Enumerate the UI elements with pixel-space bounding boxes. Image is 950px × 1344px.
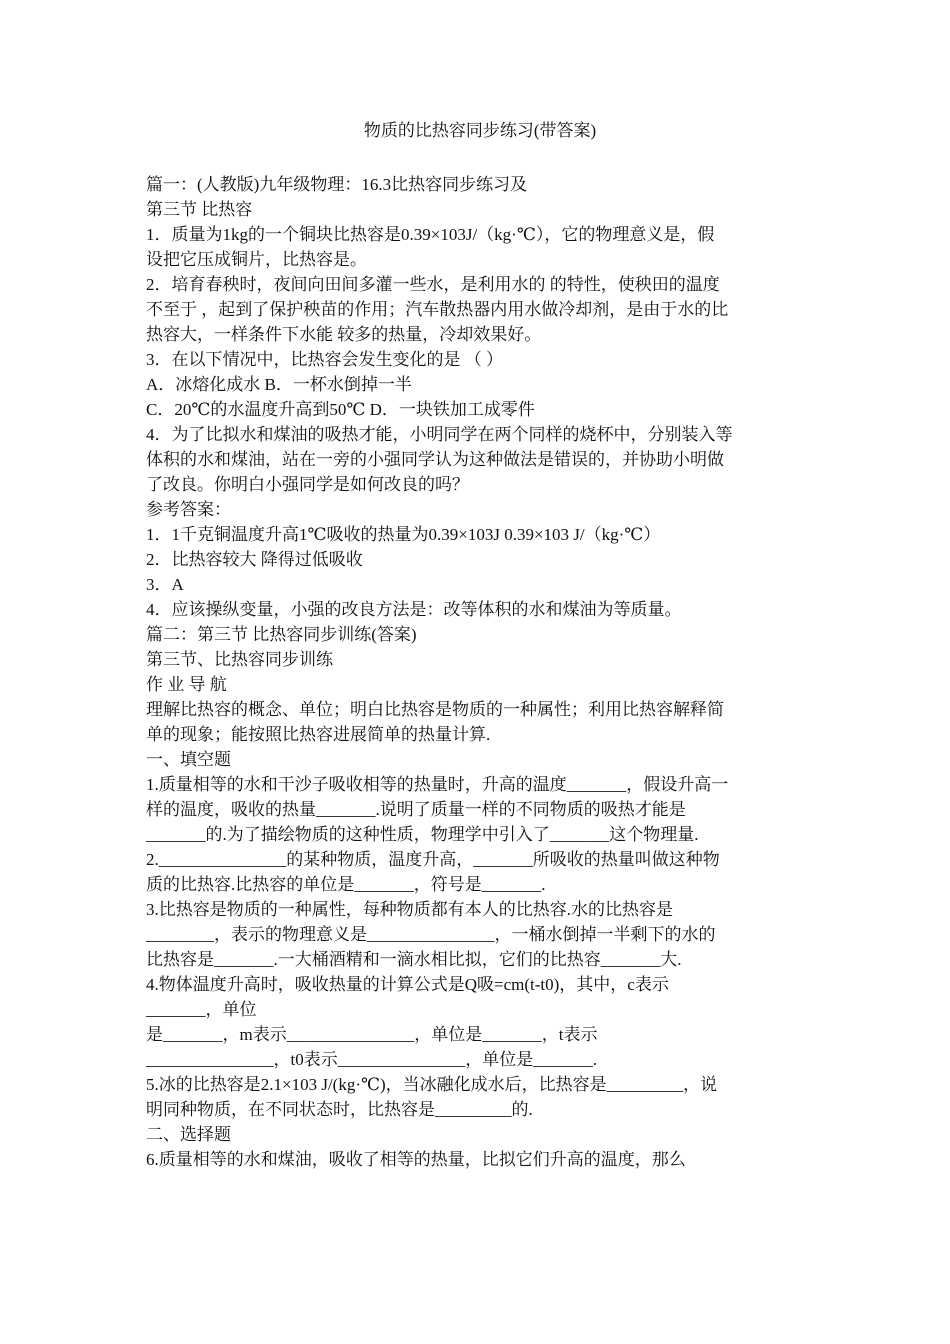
text-line: 1．1千克铜温度升高1℃吸收的热量为0.39×103J 0.39×103 J/（kg·℃） bbox=[146, 525, 661, 544]
text-line: 2．培育春秧时，夜间向田间多灌一些水，是利用水的 的特性，使秧田的温度 bbox=[146, 275, 720, 294]
text-line: _______的.为了描绘物质的这种性质，物理学中引入了_______这个物理量. bbox=[146, 825, 699, 844]
text-line: 第三节 比热容 bbox=[146, 200, 253, 219]
text-line: 2．比热容较大 降得过低吸收 bbox=[146, 550, 363, 569]
text-line: _______________，t0表示_______________，单位是_______. bbox=[146, 1050, 597, 1069]
document-page bbox=[146, 118, 814, 1172]
text-line: 3．A bbox=[146, 575, 184, 594]
text-line: 第三节、比热容同步训练 bbox=[146, 650, 333, 669]
text-line: 5.冰的比热容是2.1×103 J/(kg·℃)，当冰融化成水后，比热容是_________，说 bbox=[146, 1075, 718, 1094]
text-line: 理解比热容的概念、单位；明白比热容是物质的一种属性；利用比热容解释简 bbox=[146, 700, 724, 719]
text-line: 4.物体温度升高时，吸收热量的计算公式是Q吸=cm(t-t0)，其中，c表示 bbox=[146, 975, 669, 994]
document-title: 物质的比热容同步练习(带答案) bbox=[363, 121, 597, 140]
text-line: 篇二：第三节 比热容同步训练(答案) bbox=[146, 625, 417, 644]
text-line: _______，单位 bbox=[146, 1000, 257, 1019]
text-line: 二、选择题 bbox=[146, 1125, 231, 1144]
text-line: 样的温度，吸收的热量_______.说明了质量一样的不同物质的吸热才能是 bbox=[146, 800, 686, 819]
text-line: 1.质量相等的水和干沙子吸收相等的热量时，升高的温度_______，假设升高一 bbox=[146, 775, 729, 794]
text-line: 2._______________的某种物质，温度升高，_______所吸收的热量叫做这种物 bbox=[146, 850, 720, 869]
text-line: 体积的水和煤油，站在一旁的小强同学认为这种做法是错误的，并协助小明做 bbox=[146, 450, 724, 469]
text-line: 单的现象；能按照比热容进展简单的热量计算. bbox=[146, 725, 491, 744]
document-body bbox=[146, 172, 814, 1172]
text-line: 3.比热容是物质的一种属性，每种物质都有本人的比热容.水的比热容是 bbox=[146, 900, 673, 919]
text-line: ________，表示的物理意义是_______________，一桶水倒掉一半剩下的水的 bbox=[146, 925, 716, 944]
text-line: 篇一：(人教版)九年级物理：16.3比热容同步练习及 bbox=[146, 175, 528, 194]
text-line: 设把它压成铜片，比热容是。 bbox=[146, 250, 367, 269]
text-line: 6.质量相等的水和煤油，吸收了相等的热量，比拟它们升高的温度，那么 bbox=[146, 1150, 686, 1169]
text-line: 热容大，一样条件下水能 较多的热量，冷却效果好。 bbox=[146, 325, 542, 344]
text-line: 4．为了比拟水和煤油的吸热才能，小明同学在两个同样的烧杯中，分别装入等 bbox=[146, 425, 733, 444]
text-line: 1．质量为1kg的一个铜块比热容是0.39×103J/（kg·℃），它的物理意义是，假 bbox=[146, 225, 715, 244]
text-line: 比热容是_______.一大桶酒精和一滴水相比拟，它们的比热容_______大. bbox=[146, 950, 682, 969]
text-line: 3．在以下情况中，比热容会发生变化的是 （ ） bbox=[146, 350, 503, 369]
text-line: 作 业 导 航 bbox=[146, 675, 227, 694]
text-line: 4．应该操纵变量，小强的改良方法是：改等体积的水和煤油为等质量。 bbox=[146, 600, 682, 619]
text-line: 不至于 ，起到了保护秧苗的作用；汽车散热器内用水做冷却剂，是由于水的比 bbox=[146, 300, 729, 319]
text-line: 了改良。你明白小强同学是如何改良的吗？ bbox=[146, 475, 469, 494]
text-line: C．20℃的水温度升高到50℃ D．一块铁加工成零件 bbox=[146, 400, 535, 419]
text-line: 参考答案： bbox=[146, 500, 231, 519]
text-line: 是_______，m表示_______________，单位是_______，t表示 bbox=[146, 1025, 598, 1044]
text-line: 质的比热容.比热容的单位是_______，符号是_______. bbox=[146, 875, 546, 894]
text-line: 一、填空题 bbox=[146, 750, 231, 769]
text-line: A．冰熔化成水 B．一杯水倒掉一半 bbox=[146, 375, 412, 394]
text-line: 明同种物质，在不同状态时，比热容是_________的. bbox=[146, 1100, 533, 1119]
